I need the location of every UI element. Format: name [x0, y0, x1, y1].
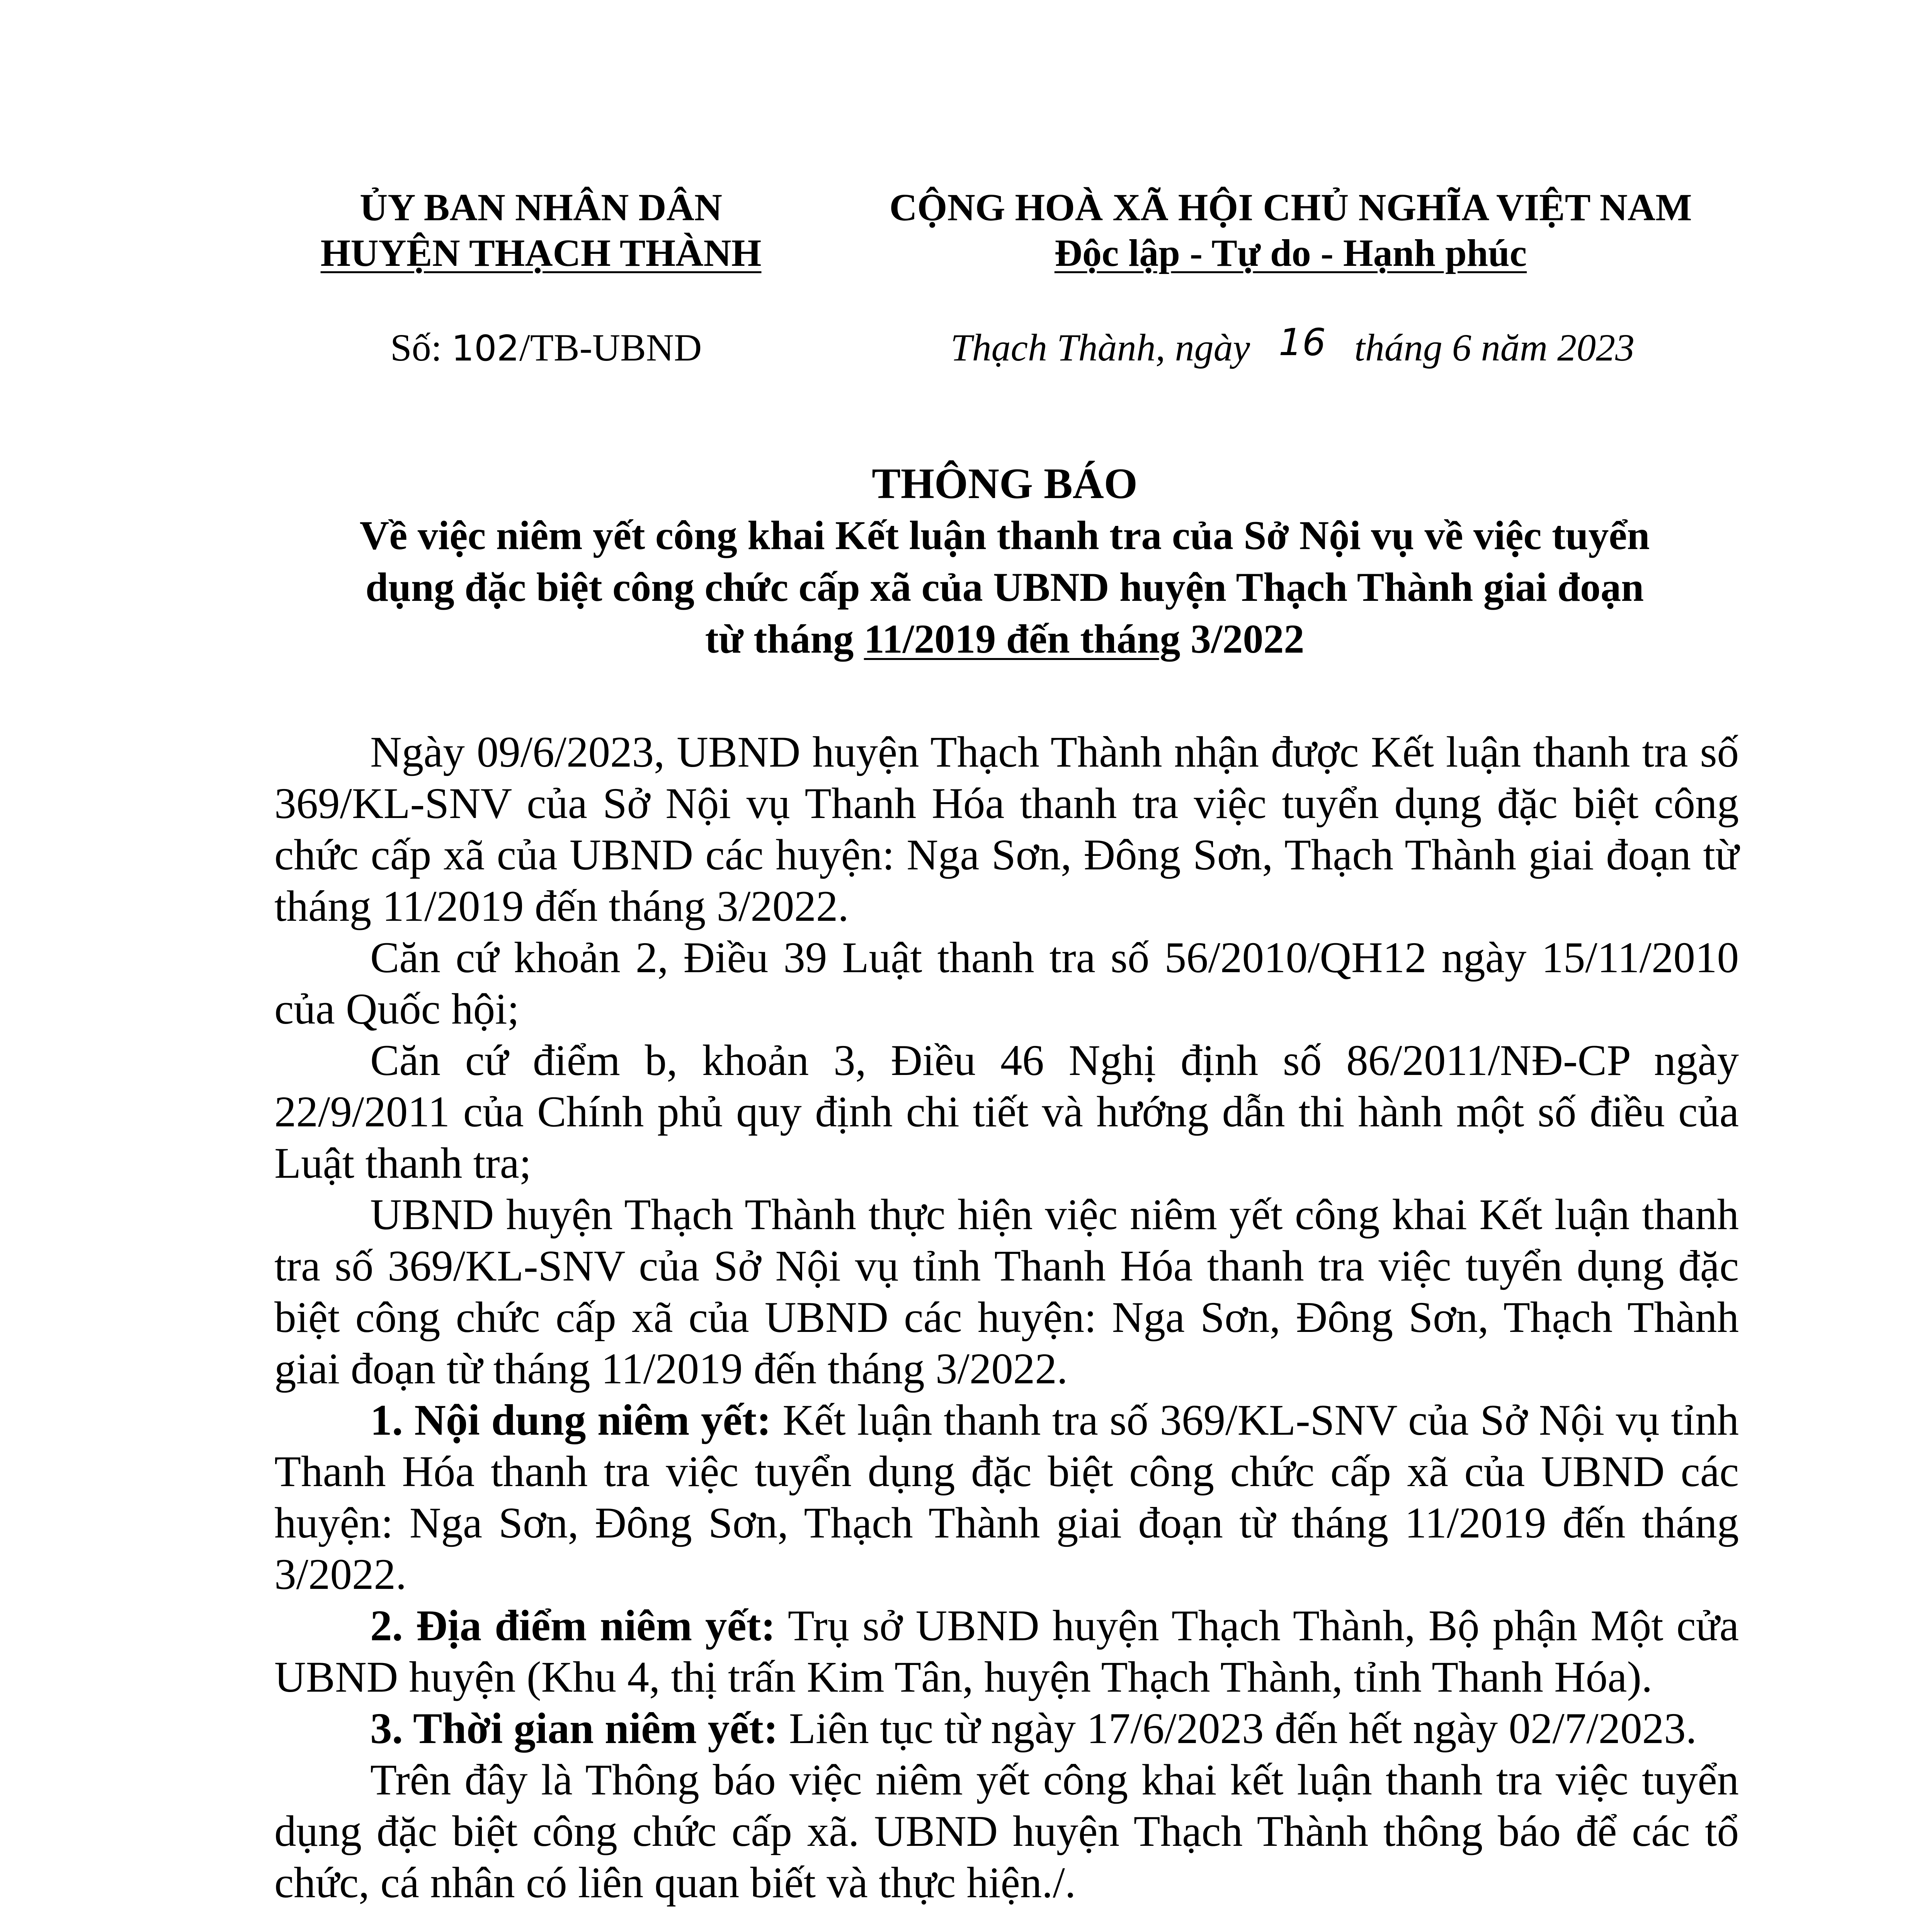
item-content-text: Kết luận thanh tra số 369/KL-SNV của Sở Nội vụ tỉnh Thanh Hóa thanh tra việc tuyển dụng đặc biệt công chức cấp xã của UBND các huyện: Nga Sơn, Đông Sơn, Thạch Thành giai đoạn từ tháng 11/2019 đến tháng 3/2022. — [274, 1396, 1739, 1599]
national-motto — [804, 185, 1778, 276]
item-content — [274, 1395, 1739, 1600]
paragraph-closing: Trên đây là Thông báo việc niêm yết công khai kết luận thanh tra việc tuyển dụng đặc biệt công chức cấp xã. UBND huyện Thạch Thành thông báo để các tổ chức, cá nhân có liên quan biết và thực hiện./. — [274, 1756, 1739, 1907]
item-location — [274, 1600, 1739, 1703]
title-line-3-post: 3/2022 — [1180, 616, 1305, 662]
place-date-prefix: Thạch Thành, ngày — [951, 326, 1250, 369]
document-body — [274, 726, 1739, 1908]
paragraph-implementation: UBND huyện Thạch Thành thực hiện việc niêm yết công khai Kết luận thanh tra số 369/KL-SNV của Sở Nội vụ tỉnh Thanh Hóa thanh tra việc tuyển dụng đặc biệt công chức cấp xã của UBND các huyện: Nga Sơn, Đông Sơn, Thạch Thành giai đoạn từ tháng 11/2019 đến tháng 3/2022. — [274, 1190, 1739, 1393]
item-time-label: 3. Thời gian niêm yết: — [370, 1704, 778, 1753]
document-title — [270, 458, 1739, 665]
title-line-3-underlined: 11/2019 đến tháng — [864, 616, 1180, 662]
item-content-label: 1. Nội dung niêm yết: — [370, 1396, 771, 1444]
title-line-3 — [270, 613, 1739, 665]
doc-number-prefix: Số: — [390, 326, 442, 369]
title-main: THÔNG BÁO — [872, 460, 1138, 508]
item-time — [274, 1703, 1739, 1754]
item-location-text: Trụ sở UBND huyện Thạch Thành, Bộ phận Một cửa UBND huyện (Khu 4, thị trấn Kim Tân, huyện Thạch Thành, tỉnh Thanh Hóa). — [274, 1602, 1739, 1701]
item-time-text: Liên tục từ ngày 17/6/2023 đến hết ngày 02/7/2023. — [778, 1704, 1697, 1753]
paragraph-basis-2: Căn cứ điểm b, khoản 3, Điều 46 Nghị định số 86/2011/NĐ-CP ngày 22/9/2011 của Chính phủ quy định chi tiết và hướng dẫn thi hành một số điều của Luật thanh tra; — [274, 1036, 1739, 1187]
doc-number-value: 102 — [451, 328, 520, 369]
motto-text: Độc lập - Tự do - Hạnh phúc — [1054, 231, 1527, 274]
agency-name — [263, 185, 819, 276]
place-date-suffix: tháng 6 năm 2023 — [1354, 326, 1635, 369]
paragraph-basis-1: Căn cứ khoản 2, Điều 39 Luật thanh tra số 56/2010/QH12 ngày 15/11/2010 của Quốc hội; — [274, 934, 1739, 1033]
doc-number — [390, 325, 702, 372]
paragraph-received: Ngày 09/6/2023, UBND huyện Thạch Thành nhận được Kết luận thanh tra số 369/KL-SNV của Sở Nội vụ Thanh Hóa thanh tra việc tuyển dụng đặc biệt công chức cấp xã của UBND các huyện: Nga Sơn, Đông Sơn, Thạch Thành giai đoạn từ tháng 11/2019 đến tháng 3/2022. — [274, 728, 1739, 930]
item-location-label: 2. Địa điểm niêm yết: — [370, 1602, 776, 1650]
country-name: CỘNG HOÀ XÃ HỘI CHỦ NGHĨA VIỆT NAM — [889, 186, 1692, 229]
doc-number-suffix: /TB-UBND — [519, 326, 702, 369]
date-day: 16 — [1278, 321, 1326, 364]
title-line-3-pre: từ tháng — [705, 616, 864, 662]
motto — [804, 230, 1778, 276]
agency-line-2: HUYỆN THẠCH THÀNH — [320, 231, 762, 274]
title-line-1: Về việc niêm yết công khai Kết luận thanh tra của Sở Nội vụ về việc tuyển — [359, 513, 1650, 558]
title-line-2: dụng đặc biệt công chức cấp xã của UBND huyện Thạch Thành giai đoạn — [365, 565, 1644, 610]
agency-line-1: ỦY BAN NHÂN DÂN — [360, 186, 722, 229]
place-date — [951, 321, 1635, 371]
